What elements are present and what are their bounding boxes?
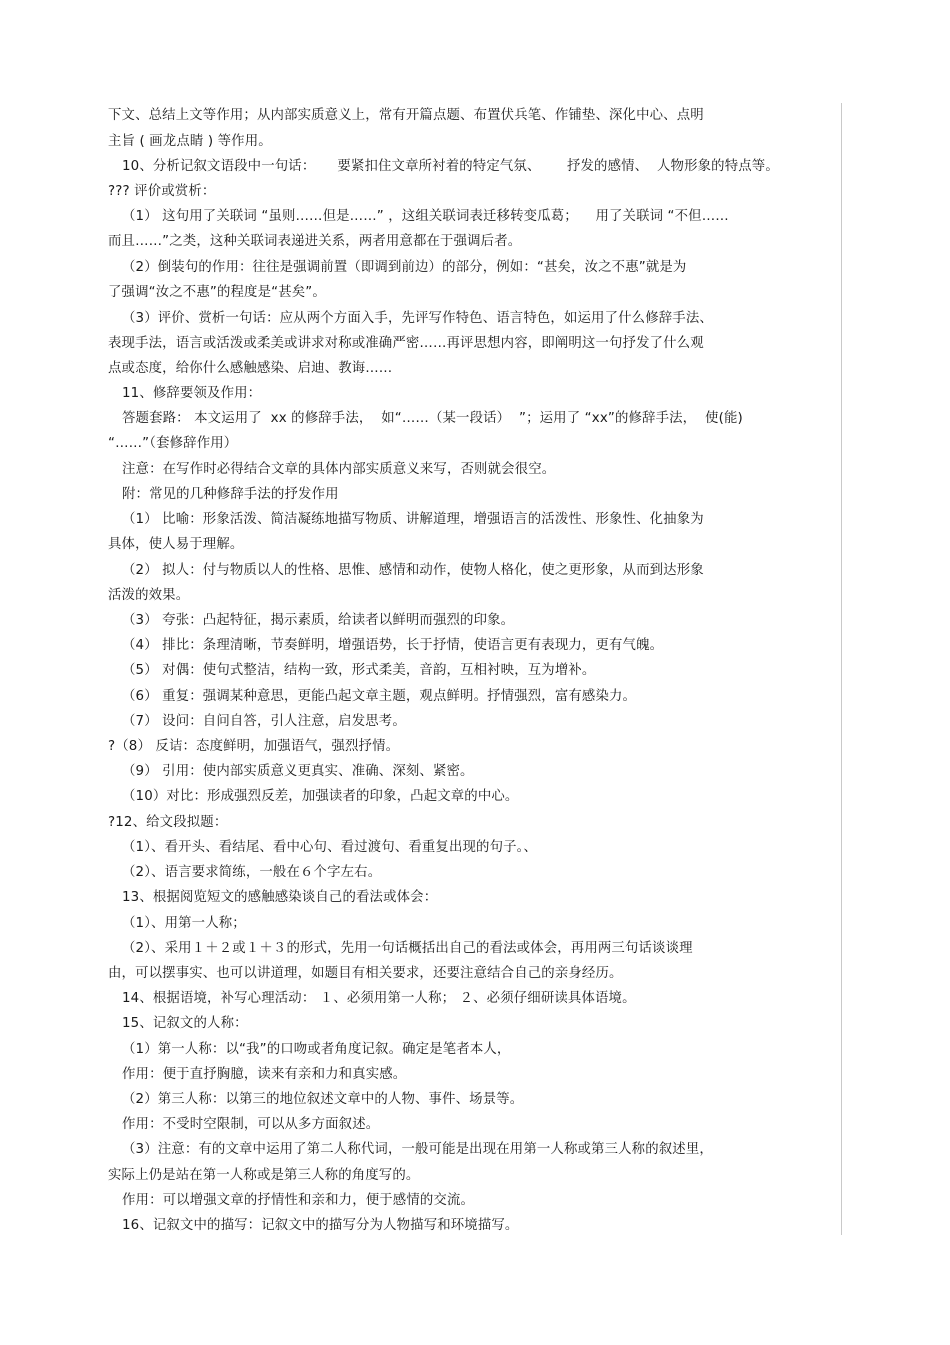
text-line: 10、分析记叙文语段中一句话： 要紧扣住文章所衬着的特定气氛、 抒发的感情、 人物形象的特点等。	[122, 159, 779, 174]
text-line: （1）第一人称：以“我”的口吻或者角度记叙。确定是笔者本人，	[122, 1042, 511, 1057]
text-line: ??? 评价或赏析：	[108, 184, 216, 199]
text-line: （10）对比：形成强烈反差，加强读者的印象，凸起文章的中心。	[122, 789, 519, 804]
text-line: ?（8） 反诘：态度鲜明，加强语气，强烈抒情。	[108, 739, 400, 754]
text-line: 了强调“汝之不惠”的程度是“甚矣”。	[108, 285, 326, 300]
text-line: （5） 对偶：使句式整洁，结构一致，形式柔美，音韵，互相衬映，互为增补。	[122, 663, 596, 678]
text-line: 而且……”之类，这种关联词表递进关系，两者用意都在于强调后者。	[108, 234, 522, 249]
text-line: （9） 引用：使内部实质意义更真实、准确、深刻、紧密。	[122, 764, 474, 779]
text-line: （2）倒装句的作用：往往是强调前置（即调到前边）的部分，例如：“甚矣，汝之不惠”就是为	[122, 260, 687, 275]
text-line: 下文、总结上文等作用；从内部实质意义上，常有开篇点题、布置伏兵笔、作铺垫、深化中心、点明	[108, 108, 704, 123]
text-line: （4） 排比：条理清晰，节奏鲜明，增强语势，长于抒情，使语言更有表现力，更有气魄。	[122, 638, 664, 653]
text-line: （2）、采用１＋２或１＋３的形式，先用一句话概括出自己的看法或体会，再用两三句话谈谈理	[122, 941, 693, 956]
right-margin-rule	[841, 103, 842, 1235]
text-line: 作用：便于直抒胸臆，读来有亲和力和真实感。	[122, 1067, 407, 1082]
text-line: 实际上仍是站在第一人称或是第三人称的角度写的。	[108, 1168, 420, 1183]
text-line: 具体，使人易于理解。	[108, 537, 244, 552]
text-line: （2）、语言要求简练，一般在６个字左右。	[122, 865, 382, 880]
text-line: 点或态度，给你什么感触感染、启迪、教诲……	[108, 361, 393, 376]
text-line: 活泼的效果。	[108, 588, 190, 603]
text-line: （2）第三人称：以第三的地位叙述文章中的人物、事件、场景等。	[122, 1092, 524, 1107]
text-line: （3）评价、赏析一句话：应从两个方面入手，先评写作特色、语言特色，如运用了什么修辞手法、	[122, 311, 713, 326]
text-line: （3） 夸张：凸起特征，揭示素质，给读者以鲜明而强烈的印象。	[122, 613, 515, 628]
text-line: 作用：可以增强文章的抒情性和亲和力，便于感情的交流。	[122, 1193, 475, 1208]
text-line: ?12、给文段拟题：	[108, 815, 228, 830]
text-line: （2） 拟人：付与物质以人的性格、思惟、感情和动作，使物人格化，使之更形象，从而到达形象	[122, 563, 704, 578]
text-line: “……”（套修辞作用）	[108, 436, 238, 451]
text-line: 由，可以摆事实、也可以讲道理，如题目有相关要求，还要注意结合自己的亲身经历。	[108, 966, 623, 981]
text-line: 主旨 ( 画龙点睛 ) 等作用。	[108, 134, 272, 149]
text-line: （7） 设问：自问自答，引人注意，启发思考。	[122, 714, 406, 729]
text-line: 表现手法，语言或活泼或柔美或讲求对称或准确严密……再评思想内容，即阐明这一句抒发了什么观	[108, 336, 704, 351]
text-line: 14、根据语境，补写心理活动： １、必须用第一人称； ２、必须仔细研读具体语境。	[122, 991, 636, 1006]
text-line: 11、修辞要领及作用：	[122, 386, 262, 401]
text-line: （1） 比喻：形象活泼、简洁凝练地描写物质、讲解道理，增强语言的活泼性、形象性、化抽象为	[122, 512, 704, 527]
text-line: 作用：不受时空限制，可以从多方面叙述。	[122, 1117, 380, 1132]
text-line: 注意：在写作时必得结合文章的具体内部实质意义来写，否则就会很空。	[122, 462, 556, 477]
text-line: 答题套路： 本文运用了 xx 的修辞手法， 如“……（某一段话） ”；运用了 “xx”的修辞手法， 使(能)	[122, 411, 743, 426]
text-line: 16、记叙文中的描写：记叙文中的描写分为人物描写和环境描写。	[122, 1218, 519, 1233]
text-line: 附：常见的几种修辞手法的抒发作用	[122, 487, 339, 502]
text-line: （1）、用第一人称；	[122, 916, 246, 931]
text-line: 15、记叙文的人称：	[122, 1016, 248, 1031]
text-line: （1）、看开头、看结尾、看中心句、看过渡句、看重复出现的句子。、	[122, 840, 538, 855]
text-line: （6） 重复：强调某种意思，更能凸起文章主题，观点鲜明。抒情强烈，富有感染力。	[122, 689, 637, 704]
text-line: （3）注意：有的文章中运用了第二人称代词，一般可能是出现在用第一人称或第三人称的叙述里，	[122, 1142, 713, 1157]
text-line: （1） 这句用了关联词 “虽则……但是……” ，这组关联词表迁移转变瓜葛； 用了关联词 “不但……	[122, 209, 729, 224]
text-line: 13、根据阅览短文的感触感染谈自己的看法或体会：	[122, 890, 438, 905]
